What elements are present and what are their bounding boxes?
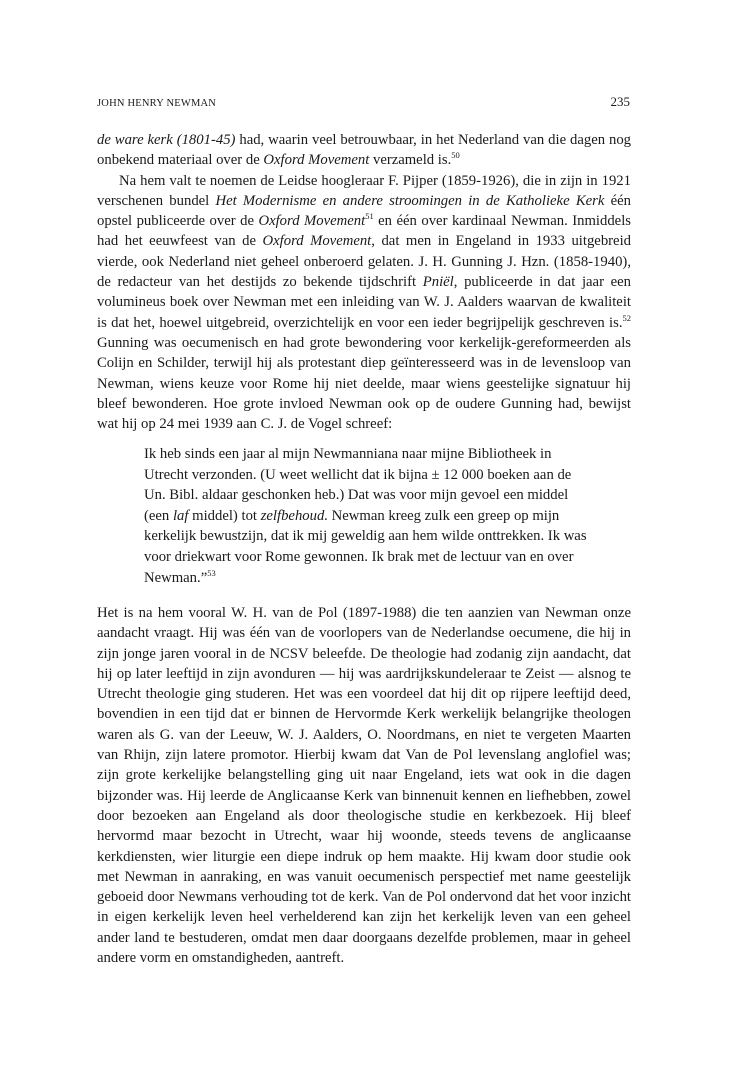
quote-text: Ik heb sinds een jaar al mijn Newmanniana naar mijne Bibliotheek in Utrecht verzonden. (U weet wellicht dat ik bijna ± 12 000 boeken aan de Un. Bibl. aldaar geschonken heb.) Dat was voor mijn gevoel een middel (een laf middel) tot zelfbehoud. Newman kreeg zulk een greep op mijn kerkelijk bewustzijn, dat ik mij geweldig aan hem wilde onttrekken. Ik was voor driekwart voor Rome gewonnen. Ik brak met de lectuur van en over Newman.”$^{53}$: [144, 446, 587, 586]
footnote-ref[interactable]: 50: [451, 150, 460, 161]
footnote-ref[interactable]: 52: [622, 312, 631, 323]
page-header: [97, 94, 630, 110]
italic-title: Oxford Movement: [258, 213, 366, 230]
running-title: JOHN HENRY NEWMAN: [97, 98, 217, 109]
paragraph-van-de-pol: Het is na hem vooral W. H. van de Pol (1897-1988) die ten aanzien van Newman onze aandacht vraagt. Hij was één van de voorlopers van de Nederlandse oecumene, die hij in zijn jonge jaren vooral in de NCSV beleefde. De theologie had zodanig zijn aandacht, dat hij op later leeftijd in zijn avonduren — hij was aardrijkskundeleraar te Zeist — alsnog te Utrecht theologie ging studeren. Het was een voordeel dat hij dit op rijpere leeftijd deed, bovendien in een tijd dat er binnen de Hervormde Kerk werkelijk belangrijke theologen waren als G. van der Leeuw, W. J. Aalders, O. Noordmans, en niet te vergeten Maarten van Rhijn, zijn latere promotor. Hierbij kwam dat Van de Pol levenslang anglofiel was; zijn grote kerkelijke belangstelling ging uit naar Engeland, iets wat ook in die dagen bijzonder was. Hij leerde de Anglicaanse Kerk van binnenuit kennen en liefhebben, zowel door bezoeken aan Engeland als door theologische studie en kerkbezoek. Hij bleef hervormd maar bezocht in Utrecht, waar hij woonde, steeds tevens de anglicaanse kerkdiensten, wier liturgie een diepe indruk op hem maakte. Hij kwam door studie ook met Newman in aanraking, en was vanuit oecumenisch perspectief met name geestelijk geboeid door Newmans verhouding tot de kerk. Van de Pol ondervond dat het voor inzicht in eigen kerkelijk leven heel verhelderend kan zijn het kerkelijk leven van een geheel ander land te bestuderen, omdat men daar doorgaans dezelfde problemen, maar in geheel andere vorm en omstandigheden, aantreft.: [97, 605, 631, 967]
italic-title: de ware kerk (1801-45): [97, 132, 236, 148]
paragraph-pijper-gunning: Na hem valt te noemen de Leidse hoogleraar F. Pijper (1859-1926), die in zijn in 1921 verschenen bundel Het Modernisme en andere stroomingen in de Katholieke Kerk één opstel publiceerde over de Oxford Movement$^{51}$ en één over kardinaal Newman. Inmiddels had het eeuwfeest van de Oxford Movement, dat men in Engeland in 1933 uitgebreid vierde, ook Nederland niet geheel onberoerd gelaten. J. H. Gunning J. Hzn. (1858-1940), de redacteur van het destijds zo bekende tijdschrift Pniël, publiceerde in dat jaar een volumineus boek over Newman met een inleiding van W. J. Aalders waarvan de kwaliteit is dat het, hoewel uitgebreid, overzichtelijk en voor een ieder begrijpelijk geschreven is.$^{52}$ Gunning was oecumenisch en had grote bewondering voor kerkelijk-gereformeerden als Colijn en Schilder, terwijl hij als protestant diep geïnteresseerd was in de levensloop van Newman, wiens keuze voor Rome hij niet deelde, maar wiens geestelijke signatuur hij bleef bewonderen. Hoe grote invloed Newman ook op de oudere Gunning had, bewijst wat hij op 24 mei 1939 aan C. J. de Vogel schreef:: [97, 172, 632, 433]
body-text-upper: [97, 130, 631, 434]
footnote-ref[interactable]: 51: [365, 211, 374, 222]
italic-title: Oxford Movement: [262, 233, 372, 250]
italic-title: Pniël: [422, 274, 454, 291]
italic-title: Oxford Movement: [263, 152, 370, 169]
italic-title: Het Modernisme en andere stroomingen in de Katholieke Kerk: [215, 192, 605, 209]
footnote-ref[interactable]: 53: [207, 567, 216, 578]
paragraph-continuation: de ware kerk (1801-45) had, waarin veel betrouwbaar, in het Nederland van die dagen nog onbekend materiaal over de Oxford Movement verzameld is.$^{50}$: [97, 132, 632, 169]
page-number: 235: [610, 94, 630, 109]
block-quote: [144, 444, 588, 588]
body-text-lower: [97, 603, 631, 968]
